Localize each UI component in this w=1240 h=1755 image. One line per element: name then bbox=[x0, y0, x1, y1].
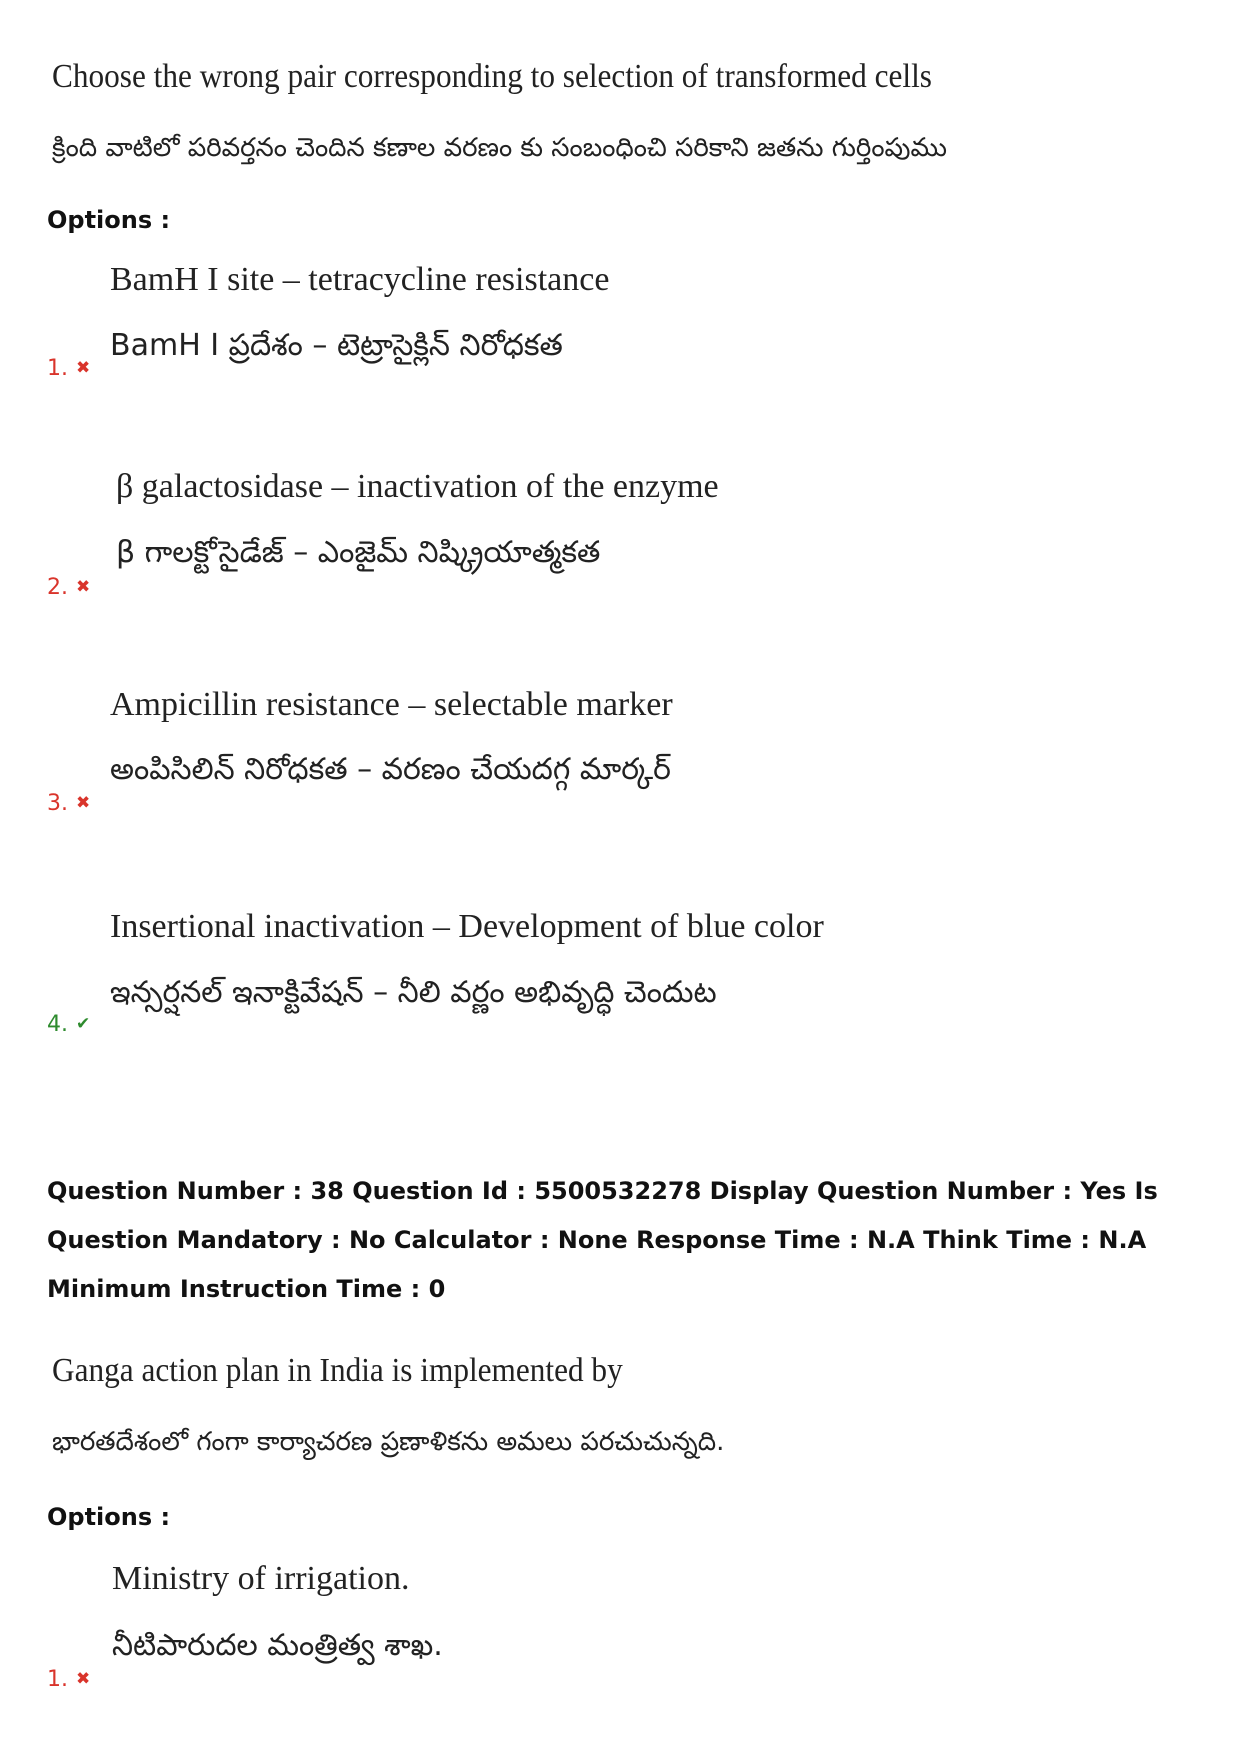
cross-icon: ✖ bbox=[76, 793, 91, 813]
question-meta: Question Number : 38 Question Id : 5500532278 Display Question Number : Yes Is Question Mandatory : No Calculator : None Response Time : N.A Think Time : N.A Minimum Instruction Time : 0 bbox=[47, 1177, 1158, 1303]
options-label: Options : bbox=[47, 1503, 171, 1531]
option-number: 4. bbox=[47, 1012, 68, 1037]
cross-icon: ✖ bbox=[76, 577, 91, 597]
option-4-marker bbox=[47, 1012, 90, 1037]
option-4-text-en: Insertional inactivation – Development of blue color bbox=[110, 908, 824, 945]
options-label: Options : bbox=[47, 206, 171, 234]
option-1-text-en: Ministry of irrigation. bbox=[112, 1560, 410, 1597]
cross-icon: ✖ bbox=[76, 358, 91, 378]
option-4-text-te: ఇన్సర్షనల్ ఇనాక్టివేషన్ – నీలి వర్ణం అభివృద్ధి చెందుట bbox=[110, 975, 717, 1010]
option-number: 1. bbox=[47, 1667, 68, 1692]
option-1-marker bbox=[47, 1667, 90, 1692]
option-2-text-en: β galactosidase – inactivation of the enzyme bbox=[116, 468, 719, 505]
option-2-text-te: β గాలక్టోసైడేజ్ – ఎంజైమ్ నిష్క్రియాత్మకత bbox=[116, 535, 601, 570]
option-1-text-te: నీటిపారుదల మంత్రిత్వ శాఖ. bbox=[112, 1628, 443, 1663]
option-number: 2. bbox=[47, 575, 68, 600]
option-2-marker bbox=[47, 575, 90, 600]
check-icon: ✔ bbox=[76, 1014, 91, 1034]
question-text-en: Ganga action plan in India is implemented by bbox=[52, 1352, 623, 1389]
option-3-marker bbox=[47, 791, 90, 816]
option-1-marker bbox=[47, 356, 90, 381]
question-text-te: క్రింది వాటిలో పరివర్తనం చెందిన కణాల వరణం కు సంబంధించి సరికాని జతను గుర్తింపుము bbox=[52, 133, 947, 163]
option-number: 3. bbox=[47, 791, 68, 816]
option-number: 1. bbox=[47, 356, 68, 381]
question-text-en: Choose the wrong pair corresponding to selection of transformed cells bbox=[52, 58, 932, 95]
cross-icon: ✖ bbox=[76, 1669, 91, 1689]
option-3-text-te: అంపిసిలిన్ నిరోధకత – వరణం చేయదగ్గ మార్కర్ bbox=[110, 752, 671, 787]
question-text-te: భారతదేశంలో గంగా కార్యాచరణ ప్రణాళికను అమలు పరచుచున్నది. bbox=[52, 1427, 725, 1457]
option-3-text-en: Ampicillin resistance – selectable marker bbox=[110, 686, 673, 723]
option-1-text-en: BamH I site – tetracycline resistance bbox=[110, 261, 610, 298]
option-1-text-te: BamH I ప్రదేశం – టెట్రాసైక్లిన్ నిరోధకత bbox=[110, 328, 563, 363]
